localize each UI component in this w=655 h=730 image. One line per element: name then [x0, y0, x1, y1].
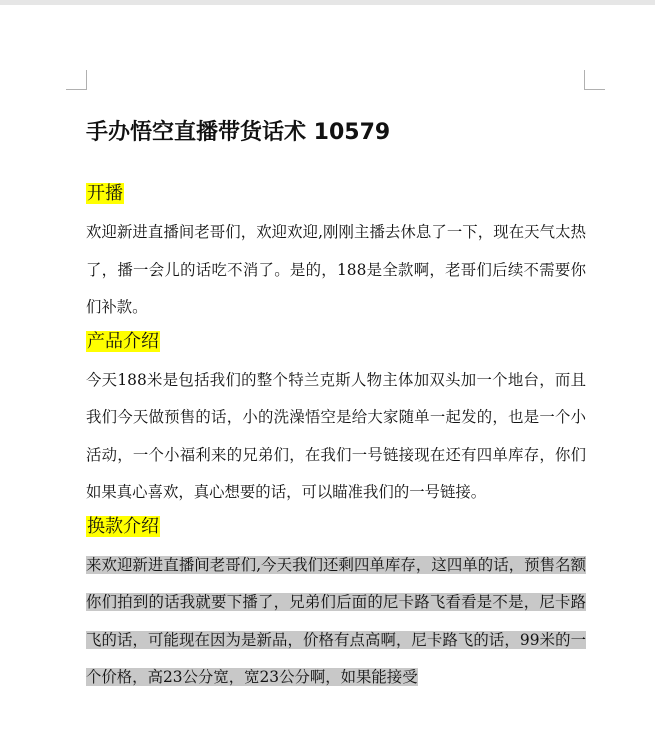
section-paragraph-product-intro: 今天188米是包括我们的整个特兰克斯人物主体加双头加一个地台，而且我们今天做预售的话，小的洗澡悟空是给大家随单一起发的，也是一个小活动，一个小福利来的兄弟们，在我们一号链接现在还有四单库存，你们如果真心喜欢，真心想要的话，可以瞄准我们的一号链接。: [86, 370, 586, 501]
margin-corner-mark-top-left: [66, 89, 87, 90]
document-title: 手办悟空直播带货话术 10579: [86, 120, 391, 145]
margin-corner-mark-top-right: [584, 70, 585, 90]
highlighted-heading-text: 开播: [87, 183, 123, 204]
margin-corner-mark-top-right: [584, 89, 605, 90]
document-page[interactable]: [0, 5, 655, 730]
document-body[interactable]: [86, 117, 586, 697]
highlighted-heading-text: 产品介绍: [87, 330, 159, 352]
highlighted-heading-text: 换款介绍: [87, 515, 159, 537]
section-paragraph-switch-product: [86, 547, 586, 697]
margin-corner-mark-top-left: [86, 70, 87, 90]
section-heading-switch-product: [86, 512, 586, 542]
selected-text: 来欢迎新进直播间老哥们,今天我们还剩四单库存，这四单的话，预售名额你们拍到的话我就要下播了，兄弟们后面的尼卡路飞看看是不是，尼卡路飞的话，可能现在因为是新品，价格有点高啊，尼卡路飞的话，99米的一个价格，高23公分宽，宽23公分啊，如果能接受: [86, 555, 586, 686]
section-heading-product-intro: [86, 327, 586, 357]
section-paragraph-opening: 欢迎新进直播间老哥们，欢迎欢迎,刚刚主播去休息了一下，现在天气太热了，播一会儿的话吃不消了。是的，188是全款啊，老哥们后续不需要你们补款。: [86, 223, 586, 316]
section-heading-opening: [86, 179, 586, 209]
